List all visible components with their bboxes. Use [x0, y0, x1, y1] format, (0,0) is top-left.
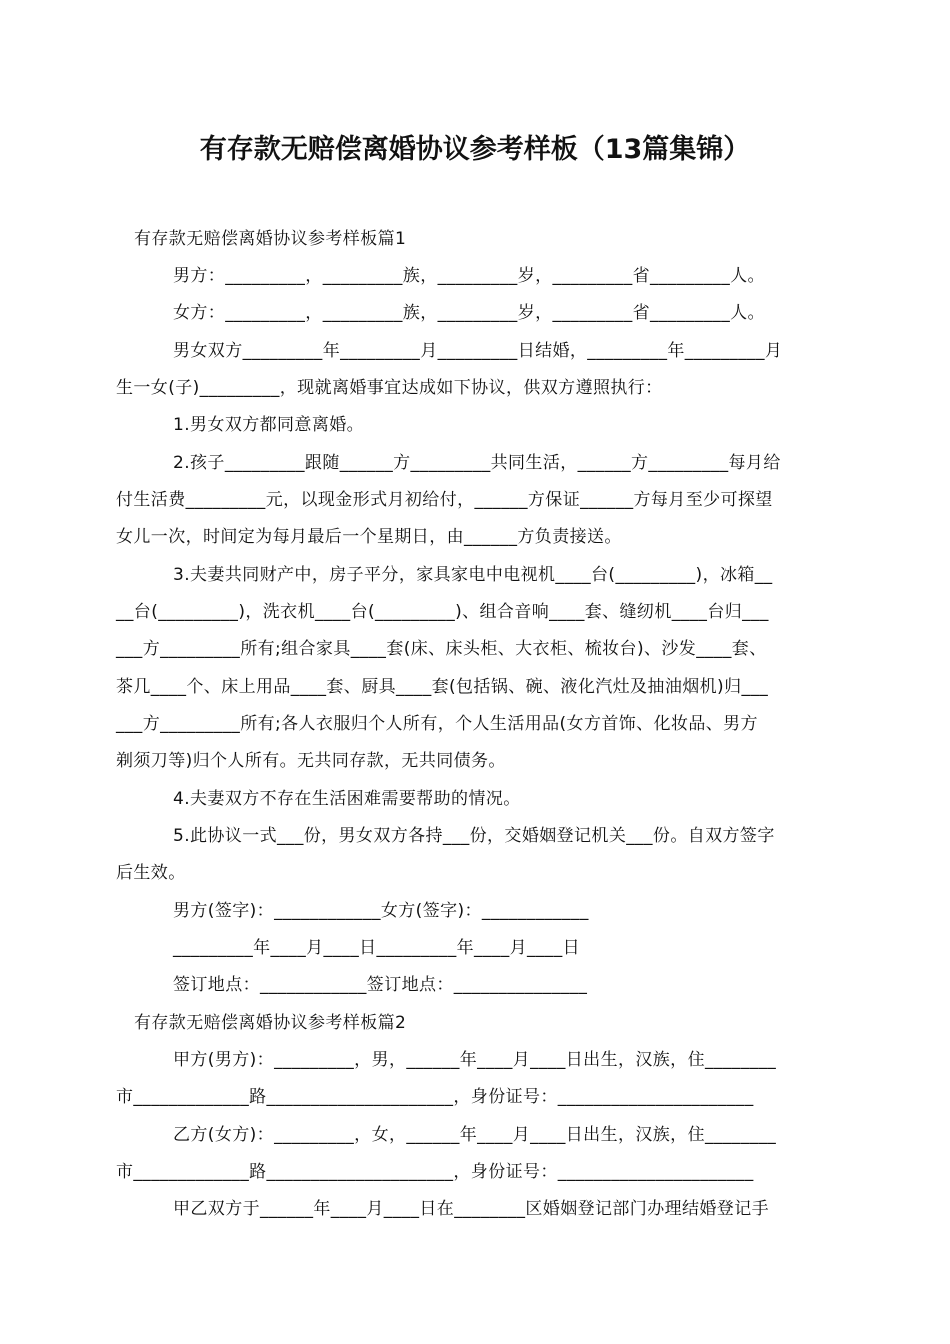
paragraph-line: 女儿一次，时间定为每月最后一个星期日，由______方负责接送。: [116, 527, 622, 547]
paragraph-line: 4.夫妻双方不存在生活困难需要帮助的情况。: [173, 789, 521, 809]
paragraph-line: ___方_________所有;各人衣服归个人所有，个人生活用品(女方首饰、化妆品、男方: [116, 714, 758, 734]
paragraph-line: 男女双方_________年_________月_________日结婚，_________年_________月: [173, 341, 783, 361]
paragraph-line: 付生活费_________元，以现金形式月初给付，______方保证______方每月至少可探望: [116, 490, 773, 510]
paragraph-line: 后生效。: [116, 863, 186, 883]
paragraph-line: 5.此协议一式___份，男女双方各持___份，交婚姻登记机关___份。自双方签字: [173, 826, 775, 846]
paragraph-line: 乙方(女方)：_________，女，______年____月____日出生，汉族，住________: [173, 1125, 777, 1145]
paragraph-line: ___方_________所有;组合家具____套(床、床头柜、大衣柜、梳妆台)、沙发____套、: [116, 639, 767, 659]
paragraph-line: 生一女(子)_________，现就离婚事宜达成如下协议，供双方遵照执行：: [116, 378, 663, 398]
paragraph-line: 2.孩子_________跟随______方_________共同生活，______方_________每月给: [173, 453, 781, 473]
paragraph-line: 市_____________路_____________________，身份证号：______________________: [116, 1087, 754, 1107]
section-heading-2: 有存款无赔偿离婚协议参考样板篇2: [134, 1013, 407, 1033]
paragraph-line: 甲乙双方于______年____月____日在________区婚姻登记部门办理结婚登记手: [173, 1199, 769, 1219]
date-line: _________年____月____日_________年____月____日: [173, 938, 580, 958]
paragraph-line: 男方：_________，_________族，_________岁，_________省_________人。: [173, 266, 765, 286]
signature-line: 男方(签字)：____________女方(签字)：____________: [173, 901, 589, 921]
paragraph-line: __台(_________)，洗衣机____台(_________)、组合音响____套、缝纫机____台归___: [116, 602, 769, 622]
paragraph-line: 剃须刀等)归个人所有。无共同存款，无共同债务。: [116, 751, 506, 771]
paragraph-line: 女方：_________，_________族，_________岁，_________省_________人。: [173, 303, 765, 323]
paragraph-line: 1.男女双方都同意离婚。: [173, 415, 365, 435]
paragraph-line: 茶几____个、床上用品____套、厨具____套(包括锅、碗、液化汽灶及抽油烟机)归___: [116, 677, 769, 697]
document-title: 有存款无赔偿离婚协议参考样板（13篇集锦）: [199, 134, 751, 165]
location-line: 签订地点：____________签订地点：_______________: [173, 975, 588, 995]
paragraph-line: 甲方(男方)：_________，男，______年____月____日出生，汉族，住________: [173, 1050, 777, 1070]
section-heading-1: 有存款无赔偿离婚协议参考样板篇1: [134, 229, 407, 249]
paragraph-line: 3.夫妻共同财产中，房子平分，家具家电中电视机____台(_________)，冰箱__: [173, 565, 773, 585]
paragraph-line: 市_____________路_____________________，身份证号：______________________: [116, 1162, 754, 1182]
